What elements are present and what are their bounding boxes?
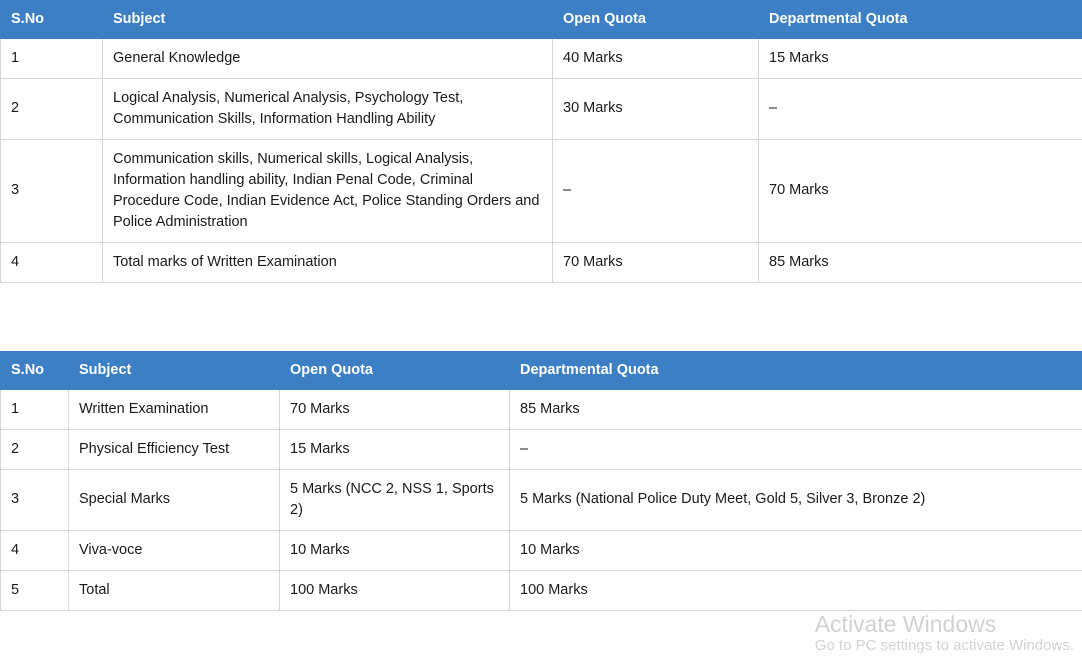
written-exam-pattern-table	[0, 0, 1082, 283]
cell-departmental-quota: –	[510, 429, 1082, 469]
cell-open-quota: 100 Marks	[280, 570, 510, 610]
cell-subject: Logical Analysis, Numerical Analysis, Psychology Test, Communication Skills, Information Handling Ability	[103, 78, 553, 139]
cell-sno: 3	[1, 469, 69, 530]
cell-open-quota: 40 Marks	[553, 38, 759, 78]
cell-departmental-quota: 10 Marks	[510, 530, 1082, 570]
column-header-open-quota: Open Quota	[280, 351, 510, 389]
watermark-subtitle: Go to PC settings to activate Windows.	[814, 637, 1074, 654]
cell-sno: 4	[1, 530, 69, 570]
cell-departmental-quota: 15 Marks	[759, 38, 1082, 78]
column-header-sno: S.No	[1, 1, 103, 39]
cell-subject: Physical Efficiency Test	[69, 429, 280, 469]
table-row	[1, 139, 1082, 242]
watermark-title: Activate Windows	[814, 611, 997, 637]
cell-subject: Total	[69, 570, 280, 610]
cell-subject: Total marks of Written Examination	[103, 242, 553, 282]
overall-selection-marks-table	[0, 351, 1082, 611]
table-row	[1, 242, 1082, 282]
column-header-open-quota: Open Quota	[553, 1, 759, 39]
table-header-row	[1, 1, 1082, 39]
table-row	[1, 389, 1082, 429]
cell-subject: Written Examination	[69, 389, 280, 429]
cell-sno: 1	[1, 389, 69, 429]
table-body	[1, 389, 1082, 610]
cell-sno: 3	[1, 139, 103, 242]
cell-subject: General Knowledge	[103, 38, 553, 78]
cell-open-quota: 10 Marks	[280, 530, 510, 570]
cell-open-quota: –	[553, 139, 759, 242]
cell-departmental-quota: –	[759, 78, 1082, 139]
cell-departmental-quota: 85 Marks	[510, 389, 1082, 429]
cell-subject: Viva-voce	[69, 530, 280, 570]
cell-sno: 5	[1, 570, 69, 610]
cell-sno: 1	[1, 38, 103, 78]
table-spacer	[0, 283, 1082, 351]
table-row	[1, 570, 1082, 610]
cell-subject: Special Marks	[69, 469, 280, 530]
table-row	[1, 38, 1082, 78]
cell-open-quota: 70 Marks	[553, 242, 759, 282]
cell-departmental-quota: 100 Marks	[510, 570, 1082, 610]
table-header-row	[1, 351, 1082, 389]
cell-sno: 2	[1, 78, 103, 139]
table-body	[1, 38, 1082, 282]
column-header-sno: S.No	[1, 351, 69, 389]
cell-open-quota: 15 Marks	[280, 429, 510, 469]
column-header-departmental-quota: Departmental Quota	[759, 1, 1082, 39]
cell-sno: 2	[1, 429, 69, 469]
table-row	[1, 530, 1082, 570]
cell-sno: 4	[1, 242, 103, 282]
cell-departmental-quota: 5 Marks (National Police Duty Meet, Gold 5, Silver 3, Bronze 2)	[510, 469, 1082, 530]
table-row	[1, 469, 1082, 530]
table-header	[1, 351, 1082, 389]
cell-open-quota: 5 Marks (NCC 2, NSS 1, Sports 2)	[280, 469, 510, 530]
table-row	[1, 78, 1082, 139]
column-header-subject: Subject	[103, 1, 553, 39]
cell-open-quota: 70 Marks	[280, 389, 510, 429]
column-header-subject: Subject	[69, 351, 280, 389]
cell-subject: Communication skills, Numerical skills, Logical Analysis, Information handling ability, Indian Penal Code, Criminal Procedure Code, Indian Evidence Act, Police Standing Orders and Police Administration	[103, 139, 553, 242]
table-row	[1, 429, 1082, 469]
windows-activation-watermark	[815, 611, 1074, 655]
table-header	[1, 1, 1082, 39]
cell-departmental-quota: 85 Marks	[759, 242, 1082, 282]
cell-open-quota: 30 Marks	[553, 78, 759, 139]
column-header-departmental-quota: Departmental Quota	[510, 351, 1082, 389]
cell-departmental-quota: 70 Marks	[759, 139, 1082, 242]
